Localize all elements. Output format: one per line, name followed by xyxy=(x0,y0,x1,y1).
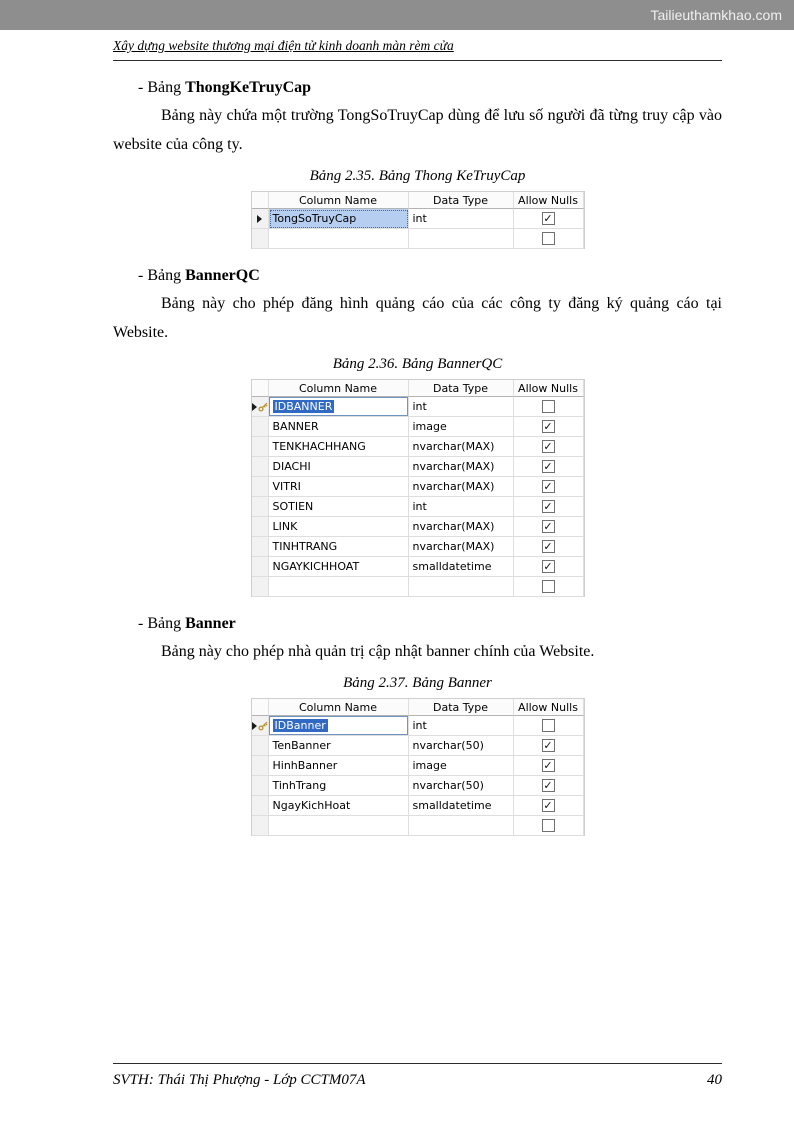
allow-nulls-cell xyxy=(514,397,584,417)
column-name-cell[interactable] xyxy=(269,577,409,597)
row-selector[interactable] xyxy=(252,229,269,249)
allow-nulls-checkbox[interactable]: ✓ xyxy=(543,739,553,752)
row-selector[interactable] xyxy=(252,517,269,537)
column-name-cell[interactable]: LINK xyxy=(269,517,409,537)
row-selector-header xyxy=(252,380,269,397)
table-row xyxy=(252,229,584,249)
table-row xyxy=(252,477,584,497)
allow-nulls-checkbox[interactable]: ✓ xyxy=(543,500,553,513)
allow-nulls-cell xyxy=(514,577,584,597)
page-footer xyxy=(113,1063,722,1089)
allow-nulls-checkbox[interactable]: ✓ xyxy=(543,440,553,453)
row-selector[interactable] xyxy=(252,577,269,597)
data-type-cell[interactable]: nvarchar(MAX) xyxy=(409,477,514,497)
data-type-cell[interactable]: int xyxy=(409,497,514,517)
row-selector[interactable] xyxy=(252,736,269,756)
column-name-cell[interactable]: SOTIEN xyxy=(269,497,409,517)
allow-nulls-checkbox[interactable]: ✓ xyxy=(543,460,553,473)
row-selector[interactable] xyxy=(252,796,269,816)
column-header: Data Type xyxy=(409,192,514,209)
data-type-cell[interactable] xyxy=(409,229,514,249)
column-header: Column Name xyxy=(269,699,409,716)
column-header: Column Name xyxy=(269,380,409,397)
allow-nulls-cell xyxy=(514,457,584,477)
allow-nulls-cell xyxy=(514,537,584,557)
section-paragraph: Bảng này chứa một trường TongSoTruyCap dùng để lưu số người đã từng truy cập vào website của công ty. xyxy=(113,107,722,153)
page-header xyxy=(113,38,722,61)
allow-nulls-cell xyxy=(514,796,584,816)
document-page xyxy=(0,30,794,836)
row-selector-header xyxy=(252,699,269,716)
data-type-cell[interactable]: nvarchar(MAX) xyxy=(409,437,514,457)
table-row xyxy=(252,736,584,756)
column-name-cell[interactable]: HinhBanner xyxy=(269,756,409,776)
allow-nulls-checkbox[interactable] xyxy=(542,400,555,413)
data-type-cell[interactable]: nvarchar(MAX) xyxy=(409,457,514,477)
row-selector[interactable] xyxy=(252,477,269,497)
data-type-cell[interactable]: int xyxy=(409,397,514,417)
allow-nulls-checkbox[interactable]: ✓ xyxy=(543,759,553,772)
data-type-cell[interactable]: int xyxy=(409,716,514,736)
row-selector[interactable] xyxy=(252,716,269,736)
allow-nulls-checkbox[interactable]: ✓ xyxy=(543,779,553,792)
data-type-cell[interactable]: image xyxy=(409,756,514,776)
table-row xyxy=(252,716,584,736)
column-name-cell[interactable]: NGAYKICHHOAT xyxy=(269,557,409,577)
allow-nulls-checkbox[interactable]: ✓ xyxy=(543,540,553,553)
allow-nulls-cell xyxy=(514,497,584,517)
table-header-row xyxy=(252,380,584,397)
column-name-cell[interactable] xyxy=(269,816,409,836)
data-type-cell[interactable]: smalldatetime xyxy=(409,796,514,816)
table-row xyxy=(252,557,584,577)
data-type-cell[interactable]: smalldatetime xyxy=(409,557,514,577)
section-heading xyxy=(138,267,722,285)
data-type-cell[interactable]: nvarchar(MAX) xyxy=(409,537,514,557)
section-banner xyxy=(113,615,722,836)
column-name-cell[interactable]: BANNER xyxy=(269,417,409,437)
heading-table-name: BannerQC xyxy=(185,267,260,284)
data-type-cell[interactable]: int xyxy=(409,209,514,229)
section-paragraph: Bảng này cho phép đăng hình quảng cáo của các công ty đăng ký quảng cáo tại Website. xyxy=(113,295,722,341)
column-name-cell[interactable]: TenBanner xyxy=(269,736,409,756)
row-selector[interactable] xyxy=(252,776,269,796)
column-header: Data Type xyxy=(409,699,514,716)
row-selector[interactable] xyxy=(252,209,269,229)
table-row xyxy=(252,417,584,437)
allow-nulls-cell xyxy=(514,716,584,736)
row-selector[interactable] xyxy=(252,437,269,457)
allow-nulls-cell xyxy=(514,736,584,756)
column-header: Allow Nulls xyxy=(514,192,584,209)
data-type-cell[interactable]: nvarchar(MAX) xyxy=(409,517,514,537)
row-selector[interactable] xyxy=(252,537,269,557)
allow-nulls-cell xyxy=(514,209,584,229)
row-selector-arrow-icon xyxy=(252,722,257,730)
allow-nulls-checkbox[interactable]: ✓ xyxy=(543,212,553,225)
column-name-cell[interactable] xyxy=(269,716,409,736)
allow-nulls-cell xyxy=(514,229,584,249)
column-name-cell[interactable]: NgayKichHoat xyxy=(269,796,409,816)
table-row xyxy=(252,397,584,417)
allow-nulls-cell xyxy=(514,437,584,457)
allow-nulls-checkbox[interactable] xyxy=(542,232,555,245)
table-row xyxy=(252,796,584,816)
row-selector[interactable] xyxy=(252,397,269,417)
section-thongketruycap xyxy=(113,79,722,249)
column-name-cell[interactable]: TinhTrang xyxy=(269,776,409,796)
table-row xyxy=(252,537,584,557)
header-title: Xây dựng website thương mại điện tử kinh doanh màn rèm cửa xyxy=(113,38,454,53)
table-designer-banner xyxy=(251,698,585,836)
column-name-cell[interactable]: TongSoTruyCap xyxy=(269,209,409,229)
column-name-cell[interactable]: TENKHACHHANG xyxy=(269,437,409,457)
section-heading xyxy=(138,79,722,97)
table-row xyxy=(252,437,584,457)
row-selector[interactable] xyxy=(252,457,269,477)
allow-nulls-cell xyxy=(514,517,584,537)
heading-table-name: ThongKeTruyCap xyxy=(185,79,312,96)
allow-nulls-checkbox[interactable] xyxy=(542,719,555,732)
selected-column-name-text: IDBanner xyxy=(274,719,326,732)
row-selector[interactable] xyxy=(252,497,269,517)
column-name-cell[interactable] xyxy=(269,397,409,417)
data-type-cell[interactable] xyxy=(409,577,514,597)
table-header-row xyxy=(252,699,584,716)
table-designer-bannerqc xyxy=(251,379,585,597)
row-selector-arrow-icon xyxy=(257,215,262,223)
allow-nulls-checkbox[interactable]: ✓ xyxy=(543,520,553,533)
data-type-cell[interactable] xyxy=(409,816,514,836)
row-selector[interactable] xyxy=(252,417,269,437)
heading-prefix: - Bảng xyxy=(138,79,186,96)
table-row xyxy=(252,209,584,229)
selected-column-name-text: IDBANNER xyxy=(274,400,333,413)
table-caption: Bảng 2.36. Bảng BannerQC xyxy=(332,356,503,372)
page-number: 40 xyxy=(707,1072,722,1088)
table-row xyxy=(252,577,584,597)
allow-nulls-cell xyxy=(514,776,584,796)
section-heading xyxy=(138,615,722,633)
table-caption: Bảng 2.35. Bảng Thong KeTruyCap xyxy=(309,168,526,184)
column-header: Allow Nulls xyxy=(514,380,584,397)
allow-nulls-checkbox[interactable]: ✓ xyxy=(543,799,553,812)
column-header: Data Type xyxy=(409,380,514,397)
allow-nulls-checkbox[interactable]: ✓ xyxy=(543,560,553,573)
allow-nulls-checkbox[interactable]: ✓ xyxy=(543,480,553,493)
row-selector-header xyxy=(252,192,269,209)
section-paragraph: Bảng này cho phép nhà quản trị cập nhật banner chính của Website. xyxy=(161,643,595,660)
table-caption: Bảng 2.37. Bảng Banner xyxy=(343,675,492,691)
column-name-cell[interactable]: TINHTRANG xyxy=(269,537,409,557)
allow-nulls-cell xyxy=(514,816,584,836)
heading-table-name: Banner xyxy=(185,615,236,632)
allow-nulls-cell xyxy=(514,557,584,577)
table-row xyxy=(252,756,584,776)
heading-prefix: - Bảng xyxy=(138,267,186,284)
allow-nulls-cell xyxy=(514,756,584,776)
watermark-bar xyxy=(0,0,794,30)
allow-nulls-cell xyxy=(514,477,584,497)
data-type-cell[interactable]: image xyxy=(409,417,514,437)
table-row xyxy=(252,776,584,796)
column-header: Column Name xyxy=(269,192,409,209)
table-header-row xyxy=(252,192,584,209)
row-selector-arrow-icon xyxy=(252,403,257,411)
row-selector[interactable] xyxy=(252,816,269,836)
allow-nulls-checkbox[interactable] xyxy=(542,580,555,593)
allow-nulls-checkbox[interactable] xyxy=(542,819,555,832)
column-header: Allow Nulls xyxy=(514,699,584,716)
table-row xyxy=(252,457,584,477)
allow-nulls-checkbox[interactable]: ✓ xyxy=(543,420,553,433)
heading-prefix: - Bảng xyxy=(138,615,186,632)
column-name-cell[interactable]: VITRI xyxy=(269,477,409,497)
footer-author: SVTH: Thái Thị Phượng - Lớp CCTM07A xyxy=(113,1072,366,1088)
data-type-cell[interactable]: nvarchar(50) xyxy=(409,736,514,756)
table-row xyxy=(252,816,584,836)
column-name-cell[interactable]: DIACHI xyxy=(269,457,409,477)
data-type-cell[interactable]: nvarchar(50) xyxy=(409,776,514,796)
table-designer-thongketruycap xyxy=(251,191,585,249)
watermark-text: Tailieuthamkhao.com xyxy=(650,7,782,23)
row-selector[interactable] xyxy=(252,557,269,577)
section-bannerqc xyxy=(113,267,722,597)
row-selector[interactable] xyxy=(252,756,269,776)
column-name-cell[interactable] xyxy=(269,229,409,249)
primary-key-icon xyxy=(258,402,268,412)
allow-nulls-cell xyxy=(514,417,584,437)
table-row xyxy=(252,517,584,537)
table-row xyxy=(252,497,584,517)
primary-key-icon xyxy=(258,721,268,731)
